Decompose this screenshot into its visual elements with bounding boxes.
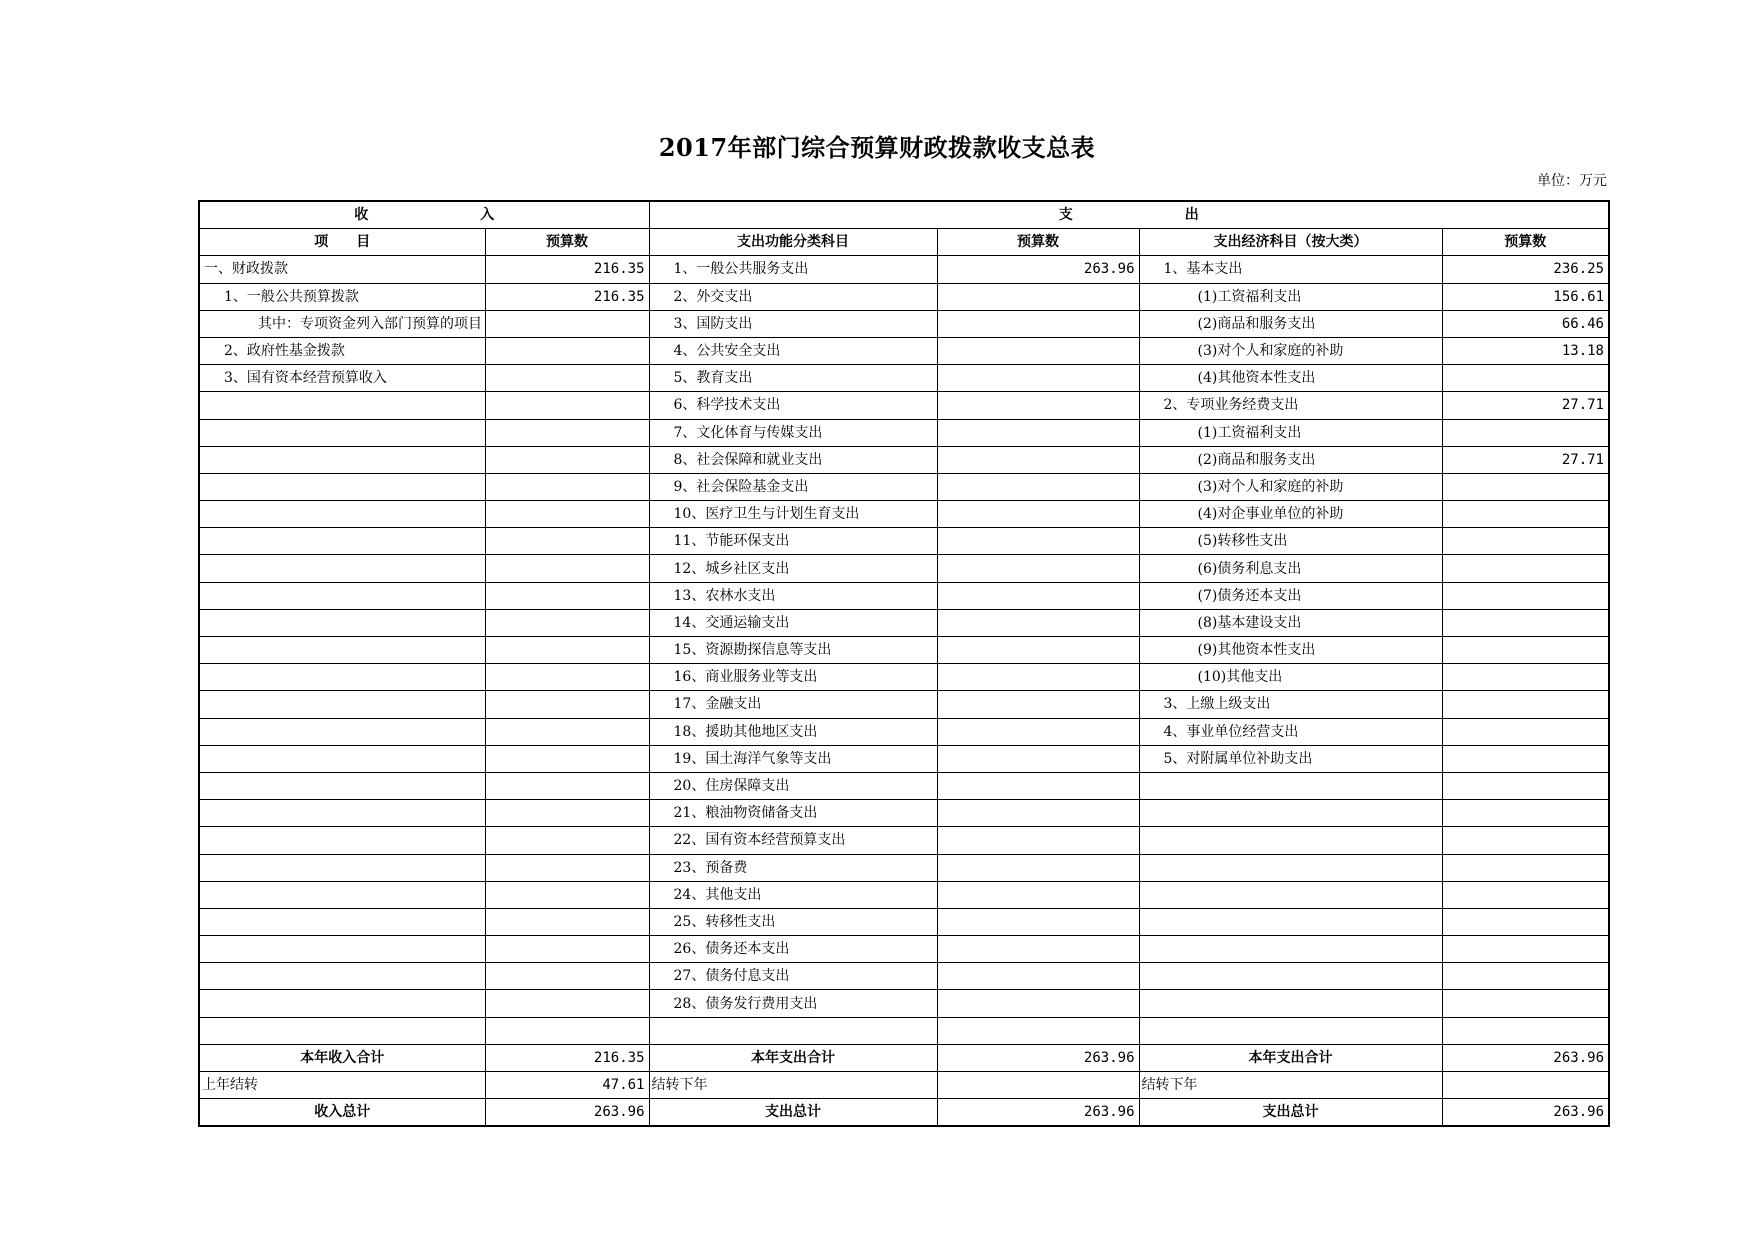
table-row bbox=[199, 772, 1609, 799]
income-item-cell bbox=[199, 582, 485, 609]
func-subject-cell: 11、节能环保支出 bbox=[649, 528, 937, 555]
func-value-cell bbox=[937, 637, 1139, 664]
table-row bbox=[199, 501, 1609, 528]
econ-value-cell bbox=[1442, 691, 1609, 718]
func-value-cell bbox=[937, 908, 1139, 935]
func-subject-cell: 7、文化体育与传媒支出 bbox=[649, 419, 937, 446]
income-item-cell bbox=[199, 392, 485, 419]
econ-value-cell bbox=[1442, 936, 1609, 963]
table-row bbox=[199, 446, 1609, 473]
econ-subject-cell: (3)对个人和家庭的补助 bbox=[1139, 337, 1442, 364]
func-subject-cell: 13、农林水支出 bbox=[649, 582, 937, 609]
func-subject-cell: 25、转移性支出 bbox=[649, 908, 937, 935]
income-item-cell: 其中：专项资金列入部门预算的项目 bbox=[199, 310, 485, 337]
table-row bbox=[199, 283, 1609, 310]
income-item-cell: 3、国有资本经营预算收入 bbox=[199, 365, 485, 392]
econ-value-cell bbox=[1442, 908, 1609, 935]
func-value-cell bbox=[937, 1017, 1139, 1044]
econ-value-cell: 156.61 bbox=[1442, 283, 1609, 310]
income-value-cell bbox=[485, 963, 649, 990]
item-header: 项 目 bbox=[199, 229, 485, 256]
func-value-cell bbox=[937, 365, 1139, 392]
income-item-cell: 1、一般公共预算拨款 bbox=[199, 283, 485, 310]
func-value-cell bbox=[937, 854, 1139, 881]
func-value-cell: 263.96 bbox=[937, 256, 1139, 283]
func-subject-cell: 1、一般公共服务支出 bbox=[649, 256, 937, 283]
income-item-cell bbox=[199, 990, 485, 1017]
econ-subject-cell: 5、对附属单位补助支出 bbox=[1139, 745, 1442, 772]
expense-total-value-econ: 263.96 bbox=[1442, 1099, 1609, 1127]
income-item-cell bbox=[199, 446, 485, 473]
table-row bbox=[199, 555, 1609, 582]
func-value-cell bbox=[937, 936, 1139, 963]
table-row bbox=[199, 718, 1609, 745]
func-value-cell bbox=[937, 609, 1139, 636]
table-row bbox=[199, 936, 1609, 963]
econ-value-cell bbox=[1442, 365, 1609, 392]
econ-subject-cell: 4、事业单位经营支出 bbox=[1139, 718, 1442, 745]
func-subject-cell bbox=[649, 1017, 937, 1044]
table-row bbox=[199, 256, 1609, 283]
income-value-cell bbox=[485, 745, 649, 772]
carry-in-value: 47.61 bbox=[485, 1072, 649, 1099]
income-value-cell bbox=[485, 718, 649, 745]
income-value-cell bbox=[485, 908, 649, 935]
func-subject-cell: 14、交通运输支出 bbox=[649, 609, 937, 636]
budget-table bbox=[198, 200, 1610, 1127]
func-subject-cell: 26、债务还本支出 bbox=[649, 936, 937, 963]
func-subject-cell: 8、社会保障和就业支出 bbox=[649, 446, 937, 473]
income-value-cell bbox=[485, 772, 649, 799]
table-row bbox=[199, 908, 1609, 935]
econ-subject-cell: (1)工资福利支出 bbox=[1139, 419, 1442, 446]
econ-value-cell bbox=[1442, 664, 1609, 691]
table-row bbox=[199, 337, 1609, 364]
unit-label: 单位：万元 bbox=[1537, 173, 1607, 189]
econ-subject-cell: (4)其他资本性支出 bbox=[1139, 365, 1442, 392]
econ-subject-cell bbox=[1139, 963, 1442, 990]
income-item-cell: 一、财政拨款 bbox=[199, 256, 485, 283]
econ-value-cell bbox=[1442, 501, 1609, 528]
income-item-cell bbox=[199, 745, 485, 772]
income-value-cell bbox=[485, 1017, 649, 1044]
func-value-cell bbox=[937, 800, 1139, 827]
econ-value-cell bbox=[1442, 718, 1609, 745]
income-value-cell bbox=[485, 446, 649, 473]
income-value-cell bbox=[485, 392, 649, 419]
econ-subject-cell bbox=[1139, 772, 1442, 799]
func-value-cell bbox=[937, 337, 1139, 364]
func-value-cell bbox=[937, 528, 1139, 555]
income-total-label: 收入总计 bbox=[199, 1099, 485, 1127]
table-row bbox=[199, 745, 1609, 772]
func-subject-cell: 16、商业服务业等支出 bbox=[649, 664, 937, 691]
func-budget-header: 预算数 bbox=[937, 229, 1139, 256]
income-value-cell bbox=[485, 854, 649, 881]
econ-subject-cell bbox=[1139, 936, 1442, 963]
table-row bbox=[199, 637, 1609, 664]
table-row bbox=[199, 419, 1609, 446]
func-value-cell bbox=[937, 691, 1139, 718]
table-row bbox=[199, 990, 1609, 1017]
carry-in-label: 上年结转 bbox=[199, 1072, 485, 1099]
func-value-cell bbox=[937, 718, 1139, 745]
income-value-cell bbox=[485, 637, 649, 664]
func-subject-cell: 22、国有资本经营预算支出 bbox=[649, 827, 937, 854]
func-subject-cell: 5、教育支出 bbox=[649, 365, 937, 392]
func-subject-cell: 20、住房保障支出 bbox=[649, 772, 937, 799]
func-subject-cell: 2、外交支出 bbox=[649, 283, 937, 310]
income-item-cell bbox=[199, 881, 485, 908]
econ-subject-header: 支出经济科目（按大类） bbox=[1139, 229, 1442, 256]
table-row bbox=[199, 881, 1609, 908]
income-value-cell bbox=[485, 664, 649, 691]
expense-total-value-func: 263.96 bbox=[937, 1099, 1139, 1127]
func-value-cell bbox=[937, 881, 1139, 908]
econ-subject-cell bbox=[1139, 1017, 1442, 1044]
econ-value-cell bbox=[1442, 609, 1609, 636]
income-item-cell bbox=[199, 473, 485, 500]
income-item-cell bbox=[199, 419, 485, 446]
econ-value-cell bbox=[1442, 827, 1609, 854]
table-row bbox=[199, 963, 1609, 990]
econ-value-cell: 236.25 bbox=[1442, 256, 1609, 283]
econ-budget-header: 预算数 bbox=[1442, 229, 1609, 256]
year-expense-value-func: 263.96 bbox=[937, 1044, 1139, 1071]
table-row bbox=[199, 664, 1609, 691]
carry-out-label-func: 结转下年 bbox=[649, 1072, 937, 1099]
income-value-cell bbox=[485, 827, 649, 854]
econ-value-cell bbox=[1442, 800, 1609, 827]
expense-total-label-func: 支出总计 bbox=[649, 1099, 937, 1127]
income-value-cell bbox=[485, 936, 649, 963]
func-subject-cell: 18、援助其他地区支出 bbox=[649, 718, 937, 745]
func-value-cell bbox=[937, 446, 1139, 473]
econ-value-cell bbox=[1442, 637, 1609, 664]
econ-subject-cell bbox=[1139, 827, 1442, 854]
carry-row bbox=[199, 1072, 1609, 1099]
income-value-cell bbox=[485, 365, 649, 392]
grand-total-row bbox=[199, 1099, 1609, 1127]
income-value-cell bbox=[485, 337, 649, 364]
func-subject-cell: 15、资源勘探信息等支出 bbox=[649, 637, 937, 664]
carry-out-value-econ bbox=[1442, 1072, 1609, 1099]
func-subject-cell: 10、医疗卫生与计划生育支出 bbox=[649, 501, 937, 528]
func-subject-cell: 9、社会保险基金支出 bbox=[649, 473, 937, 500]
table-row bbox=[199, 1017, 1609, 1044]
econ-subject-cell: 2、专项业务经费支出 bbox=[1139, 392, 1442, 419]
func-subject-cell: 3、国防支出 bbox=[649, 310, 937, 337]
econ-subject-cell: (7)债务还本支出 bbox=[1139, 582, 1442, 609]
econ-value-cell bbox=[1442, 1017, 1609, 1044]
income-item-cell bbox=[199, 528, 485, 555]
table-row bbox=[199, 691, 1609, 718]
income-value-cell bbox=[485, 473, 649, 500]
income-value-cell bbox=[485, 691, 649, 718]
func-value-cell bbox=[937, 419, 1139, 446]
income-value-cell: 216.35 bbox=[485, 256, 649, 283]
carry-out-label-econ: 结转下年 bbox=[1139, 1072, 1442, 1099]
income-item-cell bbox=[199, 800, 485, 827]
func-subject-cell: 23、预备费 bbox=[649, 854, 937, 881]
econ-value-cell bbox=[1442, 555, 1609, 582]
econ-subject-cell: (2)商品和服务支出 bbox=[1139, 310, 1442, 337]
income-item-cell bbox=[199, 609, 485, 636]
income-item-cell bbox=[199, 772, 485, 799]
econ-value-cell: 66.46 bbox=[1442, 310, 1609, 337]
income-item-cell bbox=[199, 664, 485, 691]
income-total-value: 263.96 bbox=[485, 1099, 649, 1127]
econ-value-cell bbox=[1442, 473, 1609, 500]
year-expense-value-econ: 263.96 bbox=[1442, 1044, 1609, 1071]
table-row bbox=[199, 392, 1609, 419]
func-value-cell bbox=[937, 473, 1139, 500]
header-row-1 bbox=[199, 201, 1609, 229]
func-subject-cell: 17、金融支出 bbox=[649, 691, 937, 718]
func-value-cell bbox=[937, 745, 1139, 772]
econ-subject-cell: 1、基本支出 bbox=[1139, 256, 1442, 283]
econ-value-cell bbox=[1442, 990, 1609, 1017]
table-row bbox=[199, 473, 1609, 500]
func-value-cell bbox=[937, 772, 1139, 799]
econ-value-cell bbox=[1442, 419, 1609, 446]
func-value-cell bbox=[937, 963, 1139, 990]
table-row bbox=[199, 582, 1609, 609]
func-value-cell bbox=[937, 582, 1139, 609]
econ-subject-cell bbox=[1139, 854, 1442, 881]
income-item-cell bbox=[199, 718, 485, 745]
func-subject-cell: 12、城乡社区支出 bbox=[649, 555, 937, 582]
econ-value-cell: 27.71 bbox=[1442, 392, 1609, 419]
carry-out-value-func bbox=[937, 1072, 1139, 1099]
income-item-cell bbox=[199, 854, 485, 881]
func-subject-cell: 28、债务发行费用支出 bbox=[649, 990, 937, 1017]
econ-subject-cell: (8)基本建设支出 bbox=[1139, 609, 1442, 636]
income-item-cell bbox=[199, 827, 485, 854]
income-value-cell bbox=[485, 310, 649, 337]
income-value-cell bbox=[485, 555, 649, 582]
income-value-cell bbox=[485, 501, 649, 528]
func-value-cell bbox=[937, 827, 1139, 854]
table-row bbox=[199, 310, 1609, 337]
econ-subject-cell: (4)对企事业单位的补助 bbox=[1139, 501, 1442, 528]
econ-subject-cell: (1)工资福利支出 bbox=[1139, 283, 1442, 310]
year-total-row bbox=[199, 1044, 1609, 1071]
econ-subject-cell: (2)商品和服务支出 bbox=[1139, 446, 1442, 473]
income-value-cell bbox=[485, 990, 649, 1017]
econ-subject-cell: (6)债务利息支出 bbox=[1139, 555, 1442, 582]
income-value-cell bbox=[485, 419, 649, 446]
econ-subject-cell bbox=[1139, 908, 1442, 935]
table-row bbox=[199, 609, 1609, 636]
income-value-cell: 216.35 bbox=[485, 283, 649, 310]
econ-subject-cell: (9)其他资本性支出 bbox=[1139, 637, 1442, 664]
expense-header: 支 出 bbox=[649, 201, 1609, 229]
func-subject-cell: 27、债务付息支出 bbox=[649, 963, 937, 990]
func-value-cell bbox=[937, 310, 1139, 337]
func-subject-cell: 24、其他支出 bbox=[649, 881, 937, 908]
func-value-cell bbox=[937, 990, 1139, 1017]
econ-subject-cell bbox=[1139, 990, 1442, 1017]
header-row-2 bbox=[199, 229, 1609, 256]
income-item-cell bbox=[199, 963, 485, 990]
func-value-cell bbox=[937, 283, 1139, 310]
year-expense-label-econ: 本年支出合计 bbox=[1139, 1044, 1442, 1071]
year-expense-label-func: 本年支出合计 bbox=[649, 1044, 937, 1071]
income-item-cell bbox=[199, 1017, 485, 1044]
income-item-cell bbox=[199, 691, 485, 718]
table-row bbox=[199, 827, 1609, 854]
func-value-cell bbox=[937, 501, 1139, 528]
income-item-cell bbox=[199, 555, 485, 582]
income-item-cell bbox=[199, 908, 485, 935]
income-item-cell bbox=[199, 936, 485, 963]
func-value-cell bbox=[937, 555, 1139, 582]
econ-value-cell bbox=[1442, 528, 1609, 555]
econ-value-cell bbox=[1442, 745, 1609, 772]
econ-subject-cell bbox=[1139, 881, 1442, 908]
income-value-cell bbox=[485, 528, 649, 555]
econ-subject-cell: (10)其他支出 bbox=[1139, 664, 1442, 691]
table-row bbox=[199, 800, 1609, 827]
income-item-cell bbox=[199, 637, 485, 664]
econ-subject-cell bbox=[1139, 800, 1442, 827]
econ-subject-cell: 3、上缴上级支出 bbox=[1139, 691, 1442, 718]
page-title: 2017年部门综合预算财政拨款收支总表 bbox=[658, 133, 1096, 162]
table-row bbox=[199, 854, 1609, 881]
func-subject-header: 支出功能分类科目 bbox=[649, 229, 937, 256]
table-row bbox=[199, 365, 1609, 392]
year-income-label: 本年收入合计 bbox=[199, 1044, 485, 1071]
year-income-value: 216.35 bbox=[485, 1044, 649, 1071]
income-header: 收 入 bbox=[199, 201, 649, 229]
econ-value-cell bbox=[1442, 881, 1609, 908]
income-value-cell bbox=[485, 881, 649, 908]
func-subject-cell: 6、科学技术支出 bbox=[649, 392, 937, 419]
income-item-cell bbox=[199, 501, 485, 528]
income-value-cell bbox=[485, 800, 649, 827]
econ-value-cell: 27.71 bbox=[1442, 446, 1609, 473]
expense-total-label-econ: 支出总计 bbox=[1139, 1099, 1442, 1127]
econ-value-cell bbox=[1442, 582, 1609, 609]
income-budget-header: 预算数 bbox=[485, 229, 649, 256]
table-row bbox=[199, 528, 1609, 555]
func-value-cell bbox=[937, 664, 1139, 691]
func-value-cell bbox=[937, 392, 1139, 419]
func-subject-cell: 19、国土海洋气象等支出 bbox=[649, 745, 937, 772]
func-subject-cell: 4、公共安全支出 bbox=[649, 337, 937, 364]
econ-value-cell bbox=[1442, 854, 1609, 881]
income-value-cell bbox=[485, 582, 649, 609]
econ-subject-cell: (5)转移性支出 bbox=[1139, 528, 1442, 555]
econ-subject-cell: (3)对个人和家庭的补助 bbox=[1139, 473, 1442, 500]
econ-value-cell bbox=[1442, 772, 1609, 799]
econ-value-cell: 13.18 bbox=[1442, 337, 1609, 364]
income-item-cell: 2、政府性基金拨款 bbox=[199, 337, 485, 364]
func-subject-cell: 21、粮油物资储备支出 bbox=[649, 800, 937, 827]
income-value-cell bbox=[485, 609, 649, 636]
econ-value-cell bbox=[1442, 963, 1609, 990]
